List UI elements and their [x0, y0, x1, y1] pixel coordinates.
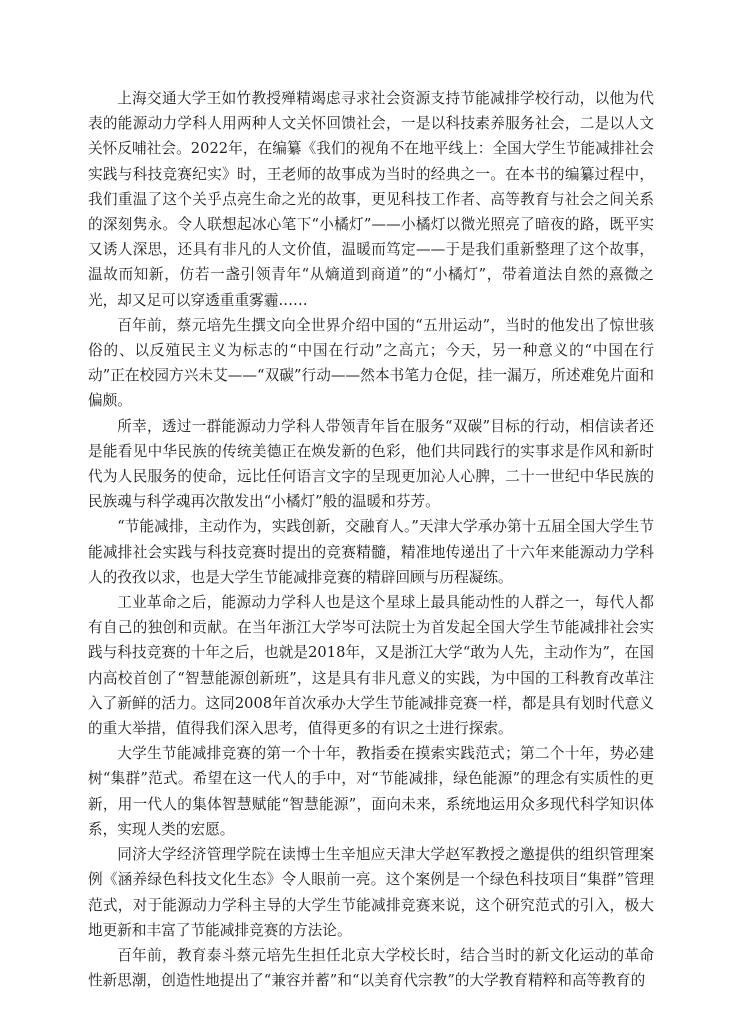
document-page [88, 86, 654, 993]
paragraph-7: 同济大学经济管理学院在读博士生辛旭应天津大学赵军教授之邀提供的组织管理案例《涵养绿色科技文化生态》令人眼前一亮。这个案例是一个绿色科技项目“集群”管理范式，对于能源动力学科主导的大学生节能减排竞赛来说，这个研究范式的引入，极大地更新和丰富了节能减排竞赛的方法论。 [88, 846, 654, 939]
paragraph-1: 上海交通大学王如竹教授殚精竭虑寻求社会资源支持节能减排学校行动，以他为代表的能源动力学科人用两种人文关怀回馈社会，一是以科技素养服务社会，二是以人文关怀反哺社会。2022年，在编纂《我们的视角不在地平线上：全国大学生节能减排社会实践与科技竞赛纪实》时，王老师的故事成为当时的经典之一。在本书的编纂过程中，我们重温了这个关乎点亮生命之光的故事，更见科技工作者、高等教育与社会之间关系的深刻隽永。令人联想起冰心笔下“小橘灯”——小橘灯以微光照亮了暗夜的路，既平实又诱人深思，还具有非凡的人文价值，温暖而笃定——于是我们重新整理了这个故事，温故而知新，仿若一盏引领青年“从熵道到商道”的“小橘灯”，带着道法自然的熹微之光，却又足可以穿透重重雾霾…… [88, 90, 654, 309]
paragraph-3: 所幸，透过一群能源动力学科人带领青年旨在服务“双碳”目标的行动，相信读者还是能看见中华民族的传统美德正在焕发新的色彩，他们共同践行的实事求是作风和新时代为人民服务的使命，远比任何语言文字的呈现更加沁人心脾，二十一世纪中华民族的民族魂与科学魂再次散发出“小橘灯”般的温暖和芬芳。 [88, 417, 654, 511]
paragraph-6: 大学生节能减排竞赛的第一个十年，教指委在摸索实践范式；第二个十年，势必建树“集群”范式。希望在这一代人的手中，对“节能减排，绿色能源”的理念有实质性的更新，用一代人的集体智慧赋能“智慧能源”，面向未来，系统地运用众多现代科学知识体系，实现人类的宏愿。 [88, 745, 654, 838]
paragraph-5: 工业革命之后，能源动力学科人也是这个星球上最具能动性的人群之一，每代人都有自己的独创和贡献。在当年浙江大学岑可法院士为首发起全国大学生节能减排社会实践与科技竞赛的十年之后，也就是2018年，又是浙江大学“敢为人先，主动作为”，在国内高校首创了“智慧能源创新班”，这是具有非凡意义的实践，为中国的工科教育改革注入了新鲜的活力。这同2008年首次承办大学生节能减排竞赛一样，都是具有划时代意义的重大举措，值得我们深入思考，值得更多的有识之士进行探索。 [88, 594, 654, 738]
paragraph-4: “节能减排，主动作为，实践创新，交融育人。”天津大学承办第十五届全国大学生节能减排社会实践与科技竞赛时提出的竞赛精髓，精准地传递出了十六年来能源动力学科人的孜孜以求，也是大学生节能减排竞赛的精辟回顾与历程凝练。 [88, 518, 654, 586]
paragraph-2: 百年前，蔡元培先生撰文向全世界介绍中国的“五卅运动”，当时的他发出了惊世骇俗的、以反殖民主义为标志的“中国在行动”之高亢；今天，另一种意义的“中国在行动”正在校园方兴未艾——“双碳”行动——然本书笔力仓促，挂一漏万，所述难免片面和偏颇。 [88, 316, 654, 410]
paragraph-8: 百年前，教育泰斗蔡元培先生担任北京大学校长时，结合当时的新文化运动的革命性新思潮，创造性地提出了“兼容并蓄”和“以美育代宗教”的大学教育精粹和高等教育的 [88, 946, 654, 990]
